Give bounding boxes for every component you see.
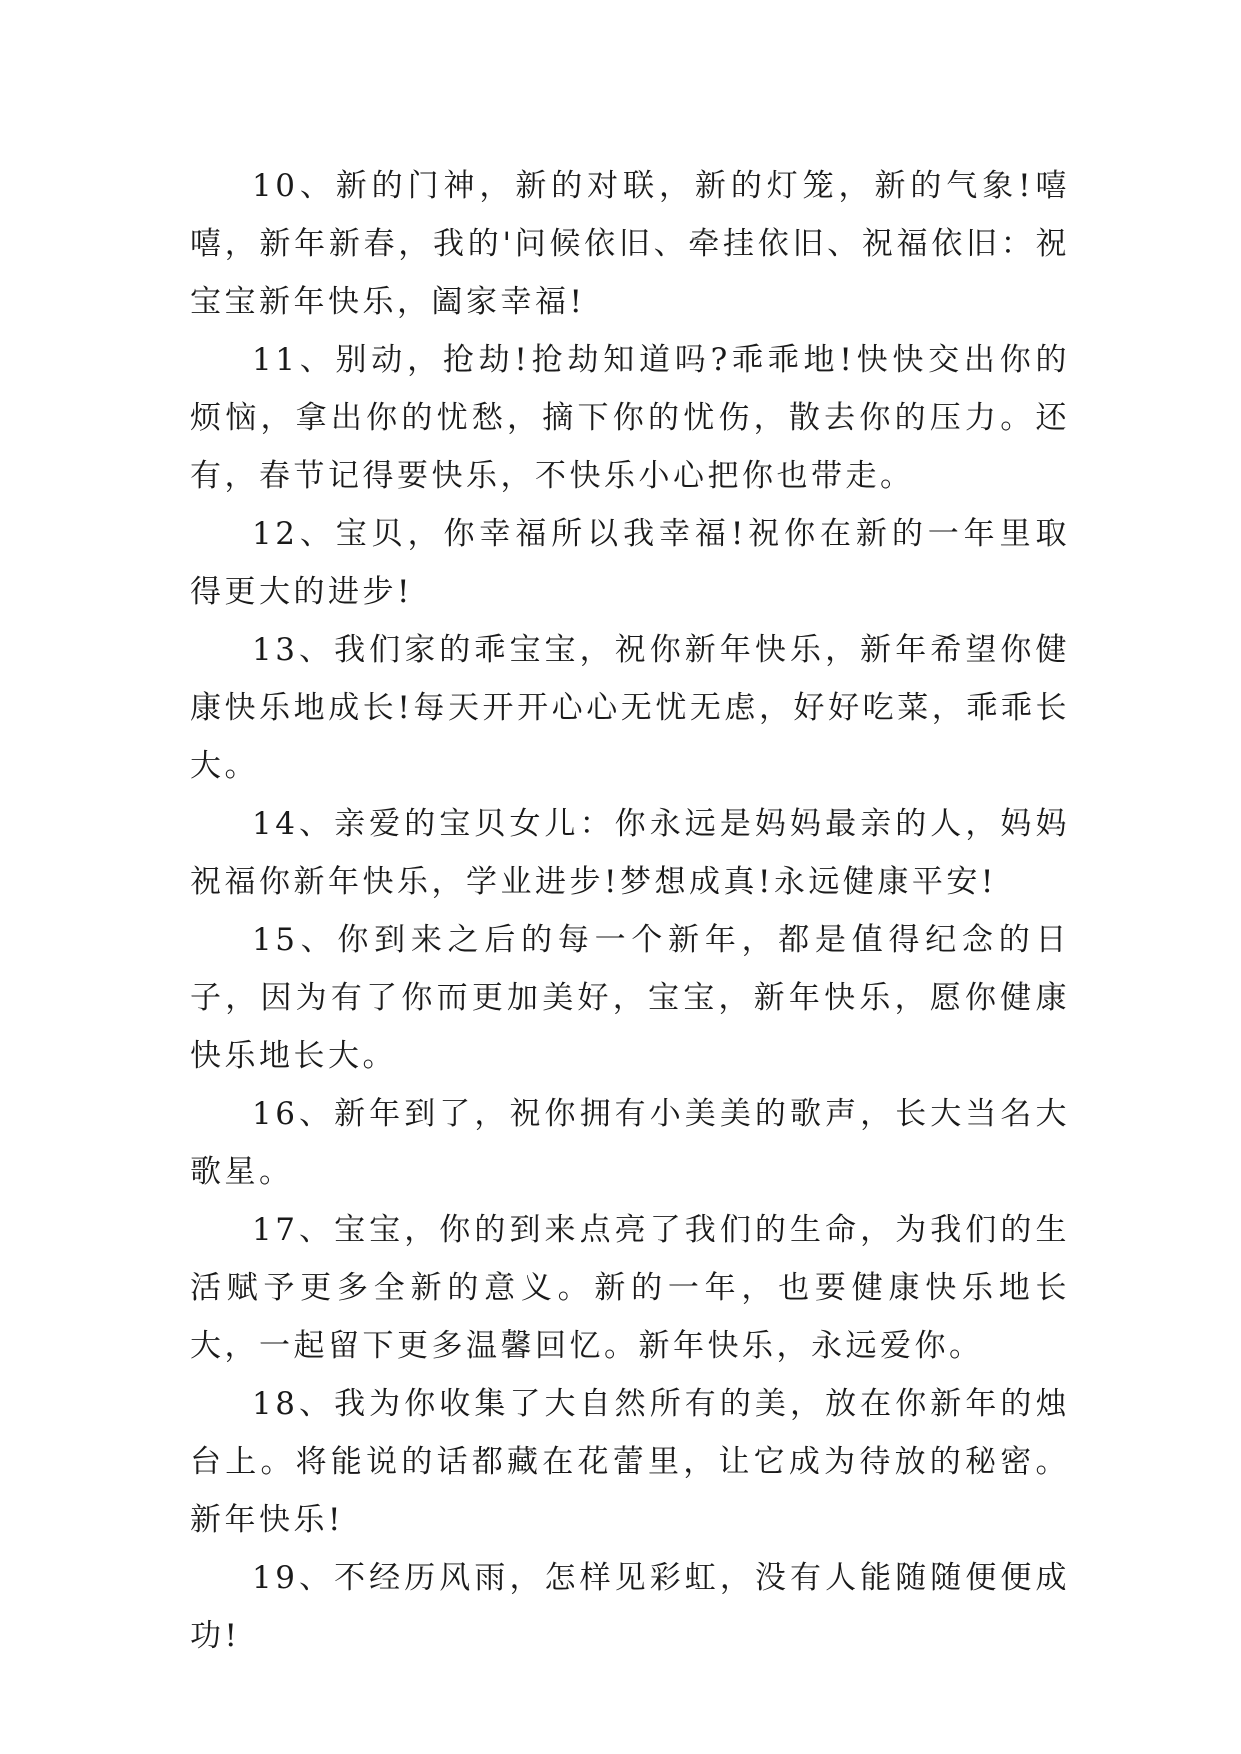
paragraph-15: 15、你到来之后的每一个新年，都是值得纪念的日子，因为有了你而更加美好，宝宝，新年快乐，愿你健康快乐地长大。 [190,922,1070,1074]
paragraph-13: 13、我们家的乖宝宝，祝你新年快乐，新年希望你健康快乐地成长!每天开开心心无忧无虑，好好吃菜，乖乖长大。 [190,632,1070,784]
paragraph-10: 10、新的门神，新的对联，新的灯笼，新的气象!嘻嘻，新年新春，我的'问候依旧、牵挂依旧、祝福依旧：祝宝宝新年快乐，阖家幸福! [190,168,1070,320]
paragraph-11: 11、别动，抢劫!抢劫知道吗?乖乖地!快快交出你的烦恼，拿出你的忧愁，摘下你的忧伤，散去你的压力。还有，春节记得要快乐，不快乐小心把你也带走。 [190,342,1070,494]
paragraph-14: 14、亲爱的宝贝女儿：你永远是妈妈最亲的人，妈妈祝福你新年快乐，学业进步!梦想成真!永远健康平安! [190,806,1070,900]
paragraph-12: 12、宝贝，你幸福所以我幸福!祝你在新的一年里取得更大的进步! [190,516,1070,610]
paragraph-17: 17、宝宝，你的到来点亮了我们的生命，为我们的生活赋予更多全新的意义。新的一年，也要健康快乐地长大，一起留下更多温馨回忆。新年快乐，永远爱你。 [190,1212,1070,1364]
document-body [190,157,1070,1665]
paragraph-19: 19、不经历风雨，怎样见彩虹，没有人能随随便便成功! [190,1560,1070,1654]
paragraph-18: 18、我为你收集了大自然所有的美，放在你新年的烛台上。将能说的话都藏在花蕾里，让它成为待放的秘密。新年快乐! [190,1386,1070,1538]
paragraph-16: 16、新年到了，祝你拥有小美美的歌声，长大当名大歌星。 [190,1096,1070,1190]
